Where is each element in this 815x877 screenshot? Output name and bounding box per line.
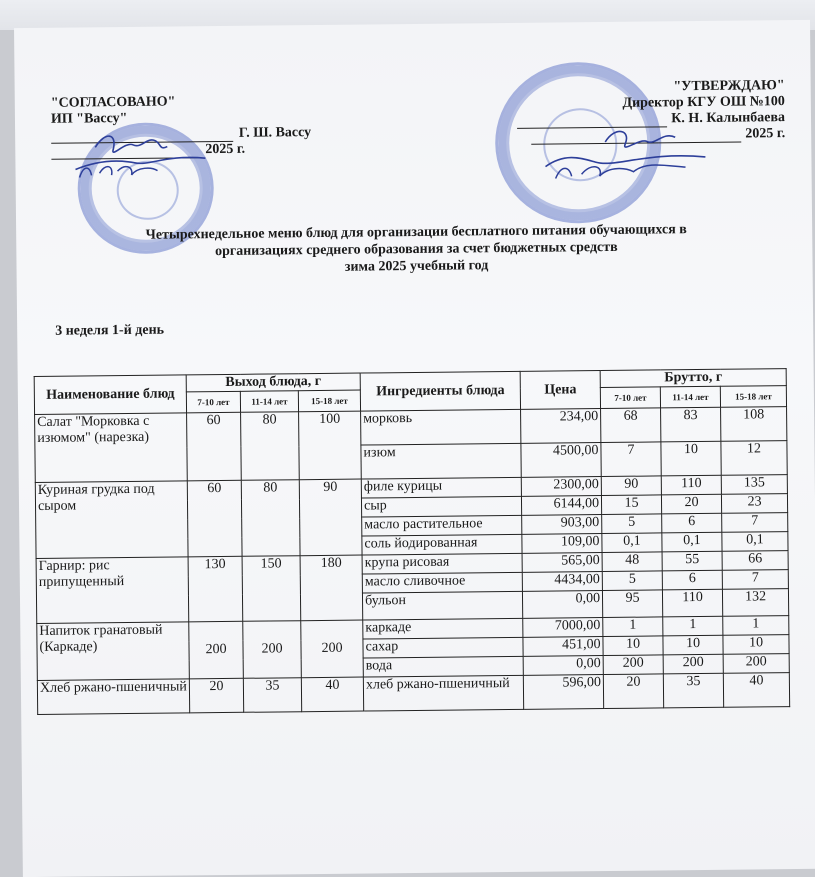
ingredient-gross-cell: 1 bbox=[603, 617, 663, 637]
ingredient-price-cell: 0,00 bbox=[523, 656, 603, 676]
menu-table bbox=[34, 368, 791, 715]
ingredient-name-cell: изюм bbox=[361, 443, 521, 479]
ingredient-gross-cell: 83 bbox=[661, 407, 721, 442]
approval-block-agreed bbox=[51, 93, 312, 160]
agreed-date-line bbox=[51, 141, 311, 160]
ingredient-price-cell: 4434,00 bbox=[522, 572, 602, 592]
approved-date-line bbox=[485, 126, 785, 145]
ingredient-gross-cell: 20 bbox=[603, 674, 663, 709]
ingredient-name-cell: масло растительное bbox=[362, 515, 522, 536]
document-title bbox=[56, 220, 776, 279]
ingredient-name-cell: морковь bbox=[361, 409, 521, 445]
ingredient-gross-cell: 7 bbox=[601, 442, 661, 477]
ingredient-gross-cell: 12 bbox=[721, 441, 787, 476]
ingredient-gross-cell: 7 bbox=[722, 570, 788, 590]
header-gross: Брутто, г bbox=[600, 369, 786, 388]
ingredient-name-cell: масло сливочное bbox=[362, 572, 522, 593]
ingredient-gross-cell: 1 bbox=[663, 616, 723, 636]
ingredient-gross-cell: 110 bbox=[661, 475, 721, 495]
ingredient-name-cell: бульон bbox=[362, 591, 522, 620]
title-line: организациях среднего образования за счет бюджетных средств bbox=[214, 239, 618, 260]
agreed-organization: ИП "Вассу" bbox=[50, 110, 128, 127]
ingredient-gross-cell: 5 bbox=[602, 514, 662, 534]
ingredient-gross-cell: 200 bbox=[723, 654, 789, 674]
dish-name-cell: Хлеб ржано-пшеничный bbox=[37, 679, 189, 715]
ingredient-gross-cell: 55 bbox=[662, 551, 722, 571]
ingredient-gross-cell: 15 bbox=[601, 495, 661, 515]
dish-output-cell: 60 bbox=[187, 412, 242, 481]
approved-signature-line bbox=[485, 110, 785, 129]
ingredient-gross-cell: 48 bbox=[602, 552, 662, 572]
date-blank bbox=[531, 128, 741, 145]
header-age-group: 7-10 лет bbox=[600, 387, 660, 409]
ingredient-name-cell: сыр bbox=[361, 496, 521, 517]
dish-name-cell: Куриная грудка под сыром bbox=[35, 481, 188, 559]
ingredient-gross-cell: 132 bbox=[722, 589, 788, 617]
agreed-signer-name: Г. Ш. Вассу bbox=[238, 125, 312, 141]
dish-output-cell: 100 bbox=[299, 411, 362, 480]
ingredient-gross-cell: 6 bbox=[662, 570, 722, 590]
ingredient-gross-cell: 20 bbox=[661, 494, 721, 514]
dish-name-cell: Напиток гранатовый (Каркаде) bbox=[37, 622, 190, 681]
approved-year: 2025 г. bbox=[745, 126, 786, 142]
ingredient-price-cell: 6144,00 bbox=[521, 496, 601, 516]
dish-output-cell: 200 bbox=[301, 620, 364, 678]
header-age-group: 15-18 лет bbox=[720, 386, 786, 408]
ingredient-price-cell: 7000,00 bbox=[523, 618, 603, 638]
ingredient-name-cell: вода bbox=[363, 656, 523, 677]
dish-output-cell: 35 bbox=[243, 678, 301, 713]
ingredient-gross-cell: 66 bbox=[722, 551, 788, 571]
ingredient-name-cell: хлеб ржано-пшеничный bbox=[363, 675, 523, 711]
dish-output-cell: 200 bbox=[189, 621, 244, 679]
ingredient-price-cell: 109,00 bbox=[522, 534, 602, 554]
date-blank bbox=[51, 143, 201, 160]
dish-output-cell: 90 bbox=[299, 479, 362, 556]
approved-signer-name: К. Н. Калынбаева bbox=[671, 110, 786, 127]
ingredient-gross-cell: 5 bbox=[602, 571, 662, 591]
ingredient-gross-cell: 1 bbox=[723, 616, 789, 636]
menu-table-body bbox=[35, 407, 790, 715]
header-dish: Наименование блюд bbox=[34, 375, 186, 415]
ingredient-gross-cell: 10 bbox=[661, 441, 721, 476]
approved-position: Директор КГУ ОШ №100 bbox=[622, 94, 785, 111]
ingredient-gross-cell: 200 bbox=[663, 654, 723, 674]
ingredient-price-cell: 4500,00 bbox=[521, 443, 601, 478]
signature-blank bbox=[517, 112, 667, 129]
dish-output-cell: 200 bbox=[243, 621, 302, 679]
dish-name-cell: Гарнир: рис припущенный bbox=[36, 557, 189, 624]
ingredient-gross-cell: 40 bbox=[723, 673, 789, 708]
header-age-group: 11-14 лет bbox=[660, 386, 720, 408]
ingredient-name-cell: каркаде bbox=[363, 618, 523, 639]
title-line: зима 2025 учебный год bbox=[344, 258, 489, 275]
dish-output-cell: 180 bbox=[300, 555, 363, 621]
title-line: Четырехнедельное меню блюд для организации бесплатного питания обучающихся в bbox=[145, 222, 687, 243]
ingredient-gross-cell: 10 bbox=[663, 635, 723, 655]
header-ingredients: Ингредиенты блюда bbox=[360, 371, 520, 411]
dish-output-cell: 130 bbox=[188, 556, 243, 622]
document-page bbox=[14, 20, 815, 877]
header-age-group: 15-18 лет bbox=[298, 390, 360, 412]
ingredient-price-cell: 903,00 bbox=[522, 515, 602, 535]
header-age-group: 7-10 лет bbox=[186, 391, 240, 413]
header-output: Выход блюда, г bbox=[186, 373, 360, 392]
ingredient-gross-cell: 0,1 bbox=[602, 533, 662, 553]
dish-output-cell: 150 bbox=[242, 556, 301, 622]
ingredient-gross-cell: 23 bbox=[721, 494, 787, 514]
ingredient-name-cell: соль йодированная bbox=[362, 534, 522, 555]
ingredient-gross-cell: 90 bbox=[601, 476, 661, 496]
ingredient-gross-cell: 0,1 bbox=[722, 532, 788, 552]
ingredient-gross-cell: 35 bbox=[663, 673, 723, 708]
ingredient-gross-cell: 68 bbox=[601, 408, 661, 443]
header-age-group: 11-14 лет bbox=[240, 391, 298, 413]
ingredient-price-cell: 0,00 bbox=[522, 591, 602, 619]
ingredient-price-cell: 451,00 bbox=[523, 637, 603, 657]
ingredient-gross-cell: 10 bbox=[723, 635, 789, 655]
dish-name-cell: Салат "Морковка с изюмом" (нарезка) bbox=[35, 413, 188, 483]
dish-output-cell: 80 bbox=[241, 412, 300, 481]
ingredient-price-cell: 565,00 bbox=[522, 553, 602, 573]
agreed-year: 2025 г. bbox=[205, 141, 246, 158]
dish-output-cell: 60 bbox=[187, 480, 242, 557]
approval-block-approved bbox=[485, 78, 786, 145]
ingredient-gross-cell: 0,1 bbox=[662, 532, 722, 552]
ingredient-gross-cell: 135 bbox=[721, 475, 787, 495]
agreed-heading: "СОГЛАСОВАНО" bbox=[50, 94, 176, 111]
stamp-center bbox=[117, 160, 179, 220]
dish-output-cell: 80 bbox=[241, 480, 300, 557]
table-row bbox=[37, 673, 789, 715]
ingredient-gross-cell: 200 bbox=[603, 655, 663, 675]
ingredient-gross-cell: 108 bbox=[721, 407, 787, 442]
dish-output-cell: 40 bbox=[301, 677, 363, 712]
ingredient-name-cell: филе курицы bbox=[361, 477, 521, 498]
ingredient-gross-cell: 95 bbox=[602, 590, 662, 618]
ingredient-price-cell: 234,00 bbox=[521, 409, 601, 444]
header-price: Цена bbox=[520, 371, 600, 410]
ingredient-gross-cell: 110 bbox=[662, 589, 722, 617]
approved-heading: "УТВЕРЖДАЮ" bbox=[673, 78, 785, 95]
ingredient-gross-cell: 7 bbox=[722, 513, 788, 533]
dish-output-cell: 20 bbox=[189, 678, 243, 713]
week-day-label: 3 неделя 1-й день bbox=[55, 322, 165, 339]
ingredient-name-cell: крупа рисовая bbox=[362, 553, 522, 574]
ingredient-gross-cell: 10 bbox=[603, 636, 663, 656]
ingredient-price-cell: 596,00 bbox=[523, 675, 603, 710]
ingredient-price-cell: 2300,00 bbox=[521, 477, 601, 497]
ingredient-name-cell: сахар bbox=[363, 637, 523, 658]
agreed-signature-line bbox=[51, 125, 311, 144]
ingredient-gross-cell: 6 bbox=[662, 513, 722, 533]
